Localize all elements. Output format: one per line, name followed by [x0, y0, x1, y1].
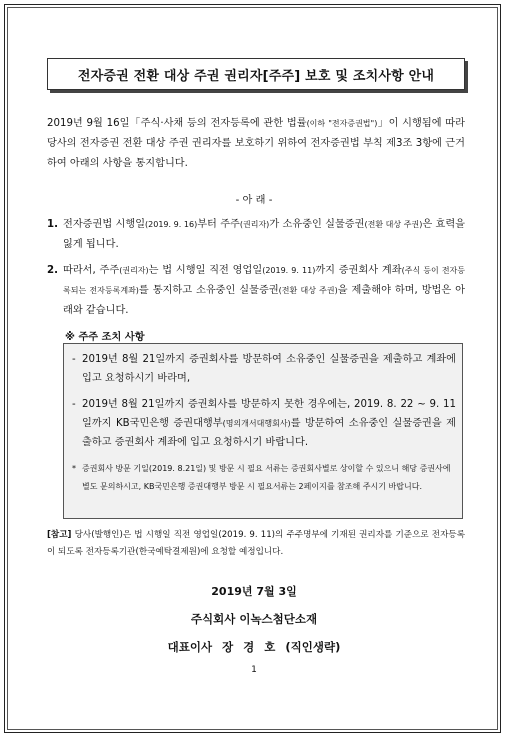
intro-paragraph	[47, 114, 465, 174]
notice-bullet-1	[72, 350, 456, 388]
item-1-b-small: (권리자)	[239, 220, 270, 229]
below-heading: - 아 래 -	[235, 195, 273, 206]
item-text	[63, 215, 465, 255]
dash-marker: -	[72, 399, 76, 410]
title-box	[47, 58, 465, 90]
item-1-a: 전자증권법 시행일	[63, 219, 146, 230]
item-1-d: 은 효력을 잃게 됩니다.	[63, 219, 465, 250]
reference-label: [참고]	[47, 530, 72, 540]
list-item-2	[47, 261, 465, 321]
item-2-c-small: (주식 등이 전자등록되는 전자등록계좌)	[63, 266, 466, 295]
notice-heading: ※ 주주 조치 사항	[65, 332, 145, 343]
list-item-1	[47, 215, 465, 255]
item-2-a: 따라서, 주주	[63, 265, 120, 276]
footnote-text: 증권회사 방문 기일(2019. 8.21일) 및 방문 시 필요 서류는 증권회사별로 상이할 수 있으니 해당 증권사에 별도 문의하시고, KB국민은행 증권대행부 방문 시 필요서류는 2페이지를 참조해 주시기 바랍니다.	[82, 464, 451, 491]
item-2-d: 를 통지하고 소유중인 실물증권	[138, 285, 279, 296]
intro-part1-small: (이하 "전자증권법")	[306, 119, 378, 128]
item-1-b: 부터 주주	[197, 219, 240, 230]
asterisk-marker: *	[72, 464, 76, 473]
bullet-2-text	[82, 395, 456, 452]
item-2-b: 는 법 시행일 직전 영업일	[148, 265, 263, 276]
item-2-e: 을 제출해야 하며, 방법은 아래와 같습니다.	[63, 285, 465, 316]
page-number: 1	[251, 665, 257, 675]
item-2-d-small: (전환 대상 주권)	[278, 286, 338, 295]
bullet-2-small: (명의개서대행회사)	[222, 419, 291, 428]
item-2-b-small: (2019. 9. 11)	[262, 266, 316, 275]
bullet-2-a: 2019년 8월 21일까지 증권회사를 방문하지 못한 경우에는, 2019. 8. 22 ~ 9. 11일까지 KB국민은행 증권대행부	[82, 399, 456, 429]
notice-footnote	[72, 460, 456, 496]
reference-note	[47, 527, 465, 561]
item-1-c: 가 소유중인 실물증권	[269, 219, 365, 230]
document-date: 2019년 7월 3일	[211, 585, 297, 598]
item-1-c-small: (전환 대상 주권)	[364, 220, 423, 229]
dash-marker: -	[72, 354, 76, 365]
item-number: 1.	[47, 219, 58, 230]
item-2-a-small: (권리자)	[119, 266, 149, 275]
company-name: 주식회사 이녹스첨단소재	[190, 612, 318, 626]
notice-bullet-2	[72, 395, 456, 452]
bullet-2-b: 를 방문하여 소유중인 실물증권을 제출하고 증권회사 계좌에 입고 요청하시기 바랍니다.	[82, 418, 456, 448]
item-1-a-small: (2019. 9. 16)	[145, 220, 198, 229]
intro-part2: 」이 시행됨에 따라 당사의 전자증권 전환 대상 주권 권리자를 보호하기 위하여 전자증권법 부칙 제3조 3항에 근거하여 아래의 사항을 통지합니다.	[47, 118, 465, 169]
notice-box	[63, 343, 463, 519]
bullet-1-text: 2019년 8월 21일까지 증권회사를 방문하여 소유중인 실물증권을 제출하고 계좌에 입고 요청하시기 바라며,	[82, 354, 456, 384]
reference-text: 당사(발행인)은 법 시행일 직전 영업일(2019. 9. 11)의 주주명부에 기재된 권리자를 기준으로 전자등록이 되도록 전자등록기관(한국예탁결제원)에 요청할 예정입니다.	[47, 530, 466, 557]
intro-part1: 2019년 9월 16일「주식·사채 등의 전자등록에 관한 법률	[47, 118, 307, 129]
item-number: 2.	[47, 265, 58, 276]
item-text	[63, 261, 465, 321]
item-2-c: 까지 증권회사 계좌	[315, 265, 402, 276]
document-title: 전자증권 전환 대상 주권 권리자[주주] 보호 및 조치사항 안내	[77, 68, 435, 84]
ceo-signature: 대표이사 장 경 호 (직인생략)	[167, 640, 341, 654]
